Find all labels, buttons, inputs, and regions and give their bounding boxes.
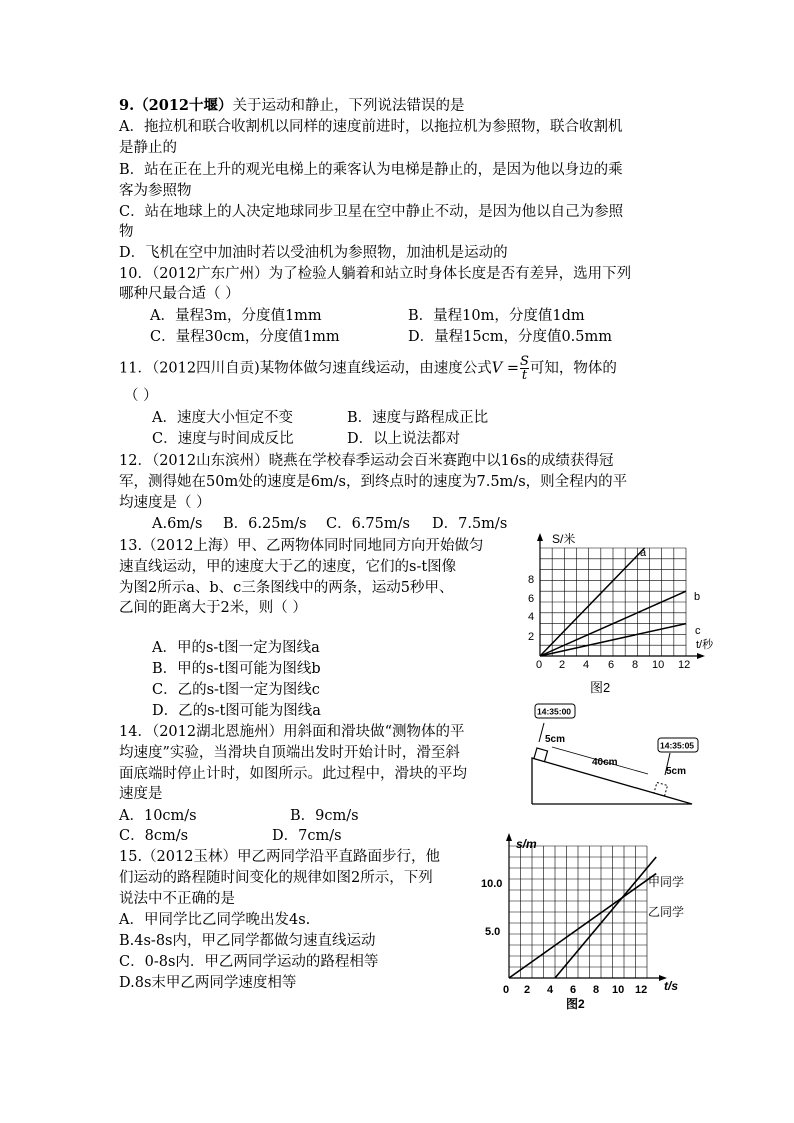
q15-option-c: C．0-8s内．甲乙两同学运动的路程相等 — [119, 954, 379, 970]
q11-formula-numerator: S — [520, 354, 529, 369]
q13-ytick-6: 6 — [528, 593, 535, 605]
q11-option-a: A．速度大小恒定不变 — [152, 410, 293, 426]
q9-option-a-line2: 是静止的 — [119, 140, 177, 156]
q12-stem-line3: 均速度是（ ） — [119, 495, 211, 511]
q13-xtick-8: 8 — [632, 659, 639, 671]
q10-stem-line2: 哪种尺最合适（ ） — [119, 286, 240, 302]
q12-option-a: A.6m/s — [152, 516, 203, 532]
q10-option-a: A．量程3m，分度值1mm — [150, 308, 322, 324]
q12-option-b: B．6.25m/s — [223, 516, 307, 532]
q14-block-start — [534, 748, 548, 762]
q9-option-d: D．飞机在空中加油时若以受油机为参照物，加油机是运动的 — [119, 245, 508, 261]
q9-option-c-line2: 物 — [119, 224, 134, 240]
q11-stem-post: 可知，物体的 — [529, 360, 617, 377]
q10-option-c: C．量程30cm，分度值1mm — [150, 329, 340, 345]
q13-xtick-4: 4 — [583, 659, 590, 671]
q11-formula-lhs: V = — [491, 360, 519, 377]
q11-formula-fraction — [520, 355, 529, 382]
q10-option-d: D．量程15cm，分度值0.5mm — [408, 329, 613, 345]
q13-ytick-8: 8 — [528, 574, 535, 586]
q11-option-b: B．速度与路程成正比 — [347, 410, 489, 426]
q14-option-c: C．8cm/s — [119, 828, 189, 844]
q15-y-arrow — [506, 833, 512, 841]
q14-pointer-start — [539, 723, 544, 742]
q14-stem-line4: 速度是 — [119, 786, 163, 802]
q15-xtick-8: 8 — [593, 984, 600, 996]
q11-stem-pre: 11．（2012四川自贡)某物体做匀速直线运动，由速度公式 — [119, 360, 492, 377]
q14-clock-start: 14:35:00 — [537, 706, 572, 717]
q15-y-axis-label: s/m — [516, 837, 537, 851]
q15-xtick-10: 10 — [612, 984, 625, 996]
q15-xtick-4: 4 — [547, 984, 554, 996]
q15-lines — [509, 857, 656, 978]
q13-y-axis-label: S/米 — [552, 532, 576, 546]
q14-length-middle: 40cm — [592, 757, 618, 768]
q9-number: 9.（2012十堰） — [119, 97, 233, 114]
q15-option-b: B.4s-8s内，甲乙同学都做匀速直线运动 — [119, 933, 376, 949]
q14-option-d: D．7cm/s — [272, 828, 342, 844]
q13-stem-line3: 为图2所示a、b、c三条图线中的两条，运动5秒甲、 — [119, 580, 454, 596]
q10-stem-line1: 10．（2012广东广州）为了检验人躺着和站立时身体长度是否有差异，选用下列 — [119, 266, 632, 282]
q13-option-b: B．甲的s-t图可能为图线b — [152, 661, 321, 677]
q13-x-arrow — [697, 653, 705, 659]
q13-ytick-2: 2 — [528, 631, 535, 643]
q13-y-arrow — [537, 533, 543, 541]
q9-option-b-line2: 客为参照物 — [119, 183, 192, 199]
q12-stem-line1: 12．（2012山东滨州）晓燕在学校春季运动会百米赛跑中以16s的成绩获得冠 — [119, 453, 614, 469]
q9-option-a-line1: A．拖拉机和联合收割机以同样的速度前进时，以拖拉机为参照物，联合收割机 — [119, 119, 623, 135]
q14-length-bottom: 5cm — [666, 766, 687, 777]
q13-line-label-b: b — [694, 591, 701, 603]
q13-xtick-0: 0 — [536, 659, 543, 671]
q15-xtick-2: 2 — [524, 984, 531, 996]
q15-legend-jia: 甲同学 — [648, 875, 685, 889]
q9-stem-text: 关于运动和静止，下列说法错误的是 — [232, 98, 465, 114]
q9-option-b-line1: B．站在正在上升的观光电梯上的乘客认为电梯是静止的，是因为他以身边的乘 — [119, 162, 623, 178]
q11-stem — [119, 355, 617, 382]
q15-series-jia — [555, 857, 656, 978]
q14-stem-line1: 14．（2012湖北恩施州）用斜面和滑块做“测物体的平 — [119, 724, 465, 740]
q13-figure — [520, 528, 720, 703]
q13-option-a: A．甲的s-t图一定为图线a — [152, 640, 320, 656]
q14-option-a: A．10cm/s — [119, 808, 197, 824]
q11-option-d: D．以上说法都对 — [347, 431, 461, 447]
q14-length-top: 5cm — [545, 734, 566, 745]
q13-caption: 图2 — [590, 680, 611, 695]
q15-ytick-10: 10.0 — [481, 878, 503, 890]
q13-line-label-c: c — [695, 625, 701, 637]
q10-option-b: B．量程10m，分度值1dm — [408, 308, 585, 324]
q15-option-a: A．甲同学比乙同学晚出发4s. — [119, 912, 311, 928]
q13-option-c: C．乙的s-t图一定为图线c — [152, 682, 320, 698]
q15-legend-yi: 乙同学 — [648, 905, 685, 919]
q13-option-d: D．乙的s-t图可能为图线a — [152, 703, 321, 719]
q15-series-yi — [509, 874, 656, 978]
q14-option-b: B．9cm/s — [290, 808, 359, 824]
q11-paren: （ ） — [124, 388, 158, 404]
q15-option-d: D.8s末甲乙两同学速度相等 — [119, 975, 297, 991]
q13-xtick-10: 10 — [652, 659, 665, 671]
q9-option-c-line1: C．站在地球上的人决定地球同步卫星在空中静止不动，是因为他以自己为参照 — [119, 204, 624, 220]
q15-grid — [509, 846, 647, 978]
q15-axes — [506, 833, 667, 981]
q9-stem — [119, 96, 465, 116]
q13-x-axis-label: t/秒 — [696, 639, 714, 651]
q15-figure — [478, 828, 718, 1013]
q15-stem-line3: 说法中不正确的是 — [119, 891, 235, 907]
q15-x-axis-label: t/s — [664, 979, 679, 993]
q13-xtick-2: 2 — [559, 659, 566, 671]
q13-xtick-12: 12 — [678, 659, 691, 671]
q11-formula-denominator: t — [521, 368, 528, 383]
q15-xtick-0: 0 — [503, 984, 510, 996]
q15-xtick-12: 12 — [635, 984, 648, 996]
q12-option-c: C．6.75m/s — [326, 516, 410, 532]
q14-figure — [528, 700, 708, 810]
q13-line-label-a: a — [640, 547, 647, 559]
q14-clock-end: 14:35:05 — [660, 740, 695, 751]
q12-stem-line2: 军，测得她在50m处的速度是6m/s，到终点时的速度为7.5m/s，则全程内的平 — [119, 474, 628, 490]
q11-option-c: C．速度与时间成反比 — [152, 431, 294, 447]
q15-xtick-6: 6 — [570, 984, 577, 996]
q14-stem-line3: 面底端时停止计时，如图所示。此过程中，滑块的平均 — [119, 766, 467, 782]
q12-option-d: D．7.5m/s — [432, 516, 508, 532]
q15-stem-line2: 们运动的路程随时间变化的规律如图2所示，下列 — [119, 870, 433, 886]
q14-stem-line2: 均速度”实验，当滑块自顶端出发时开始计时，滑至斜 — [119, 745, 460, 761]
q15-ytick-5: 5.0 — [485, 926, 501, 938]
q13-stem-line2: 速直线运动，甲的速度大于乙的速度，它们的s-t图像 — [119, 559, 457, 575]
q13-axes — [537, 533, 705, 659]
q13-stem-line4: 乙间的距离大于2米，则（ ） — [119, 600, 307, 616]
q15-caption: 图2 — [566, 997, 585, 1011]
q13-ytick-4: 4 — [528, 611, 535, 623]
q15-stem-line1: 15.（2012玉林）甲乙两同学沿平直路面步行，他 — [119, 849, 440, 865]
q13-stem-line1: 13.（2012上海）甲、乙两物体同时同地同方向开始做匀 — [119, 538, 484, 554]
q13-xtick-6: 6 — [608, 659, 615, 671]
